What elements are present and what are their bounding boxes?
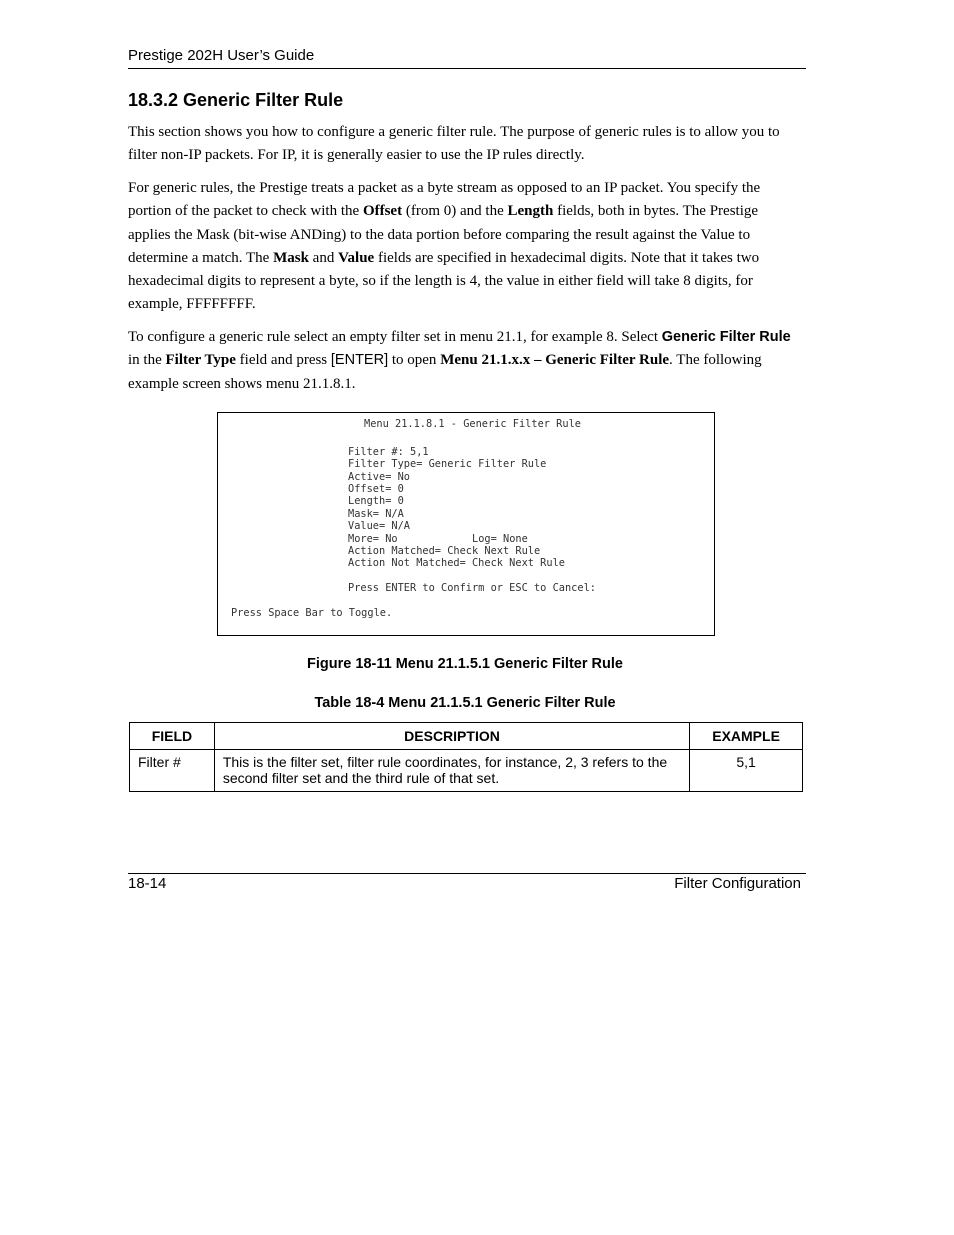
offset-term: Offset: [362, 203, 403, 220]
terminal-screen-figure: [217, 412, 715, 636]
screen-mask: Mask= N/A: [348, 508, 404, 520]
filter-type-term: Filter Type: [165, 352, 236, 369]
enter-key-term: [ENTER]: [330, 352, 389, 369]
screen-filter-type: Filter Type= Generic Filter Rule: [348, 458, 547, 470]
screen-action-not-matched: Action Not Matched= Check Next Rule: [348, 557, 565, 569]
generic-filter-rule-term: Generic Filter Rule: [661, 329, 791, 345]
paragraph-text: in the: [128, 352, 166, 369]
screen-confirm-prompt: Press ENTER to Confirm or ESC to Cancel:: [348, 582, 596, 594]
value-term: Value: [338, 249, 375, 266]
header-field: FIELD: [130, 723, 215, 750]
generic-rules-paragraph: [128, 177, 798, 317]
section-heading: 18.3.2 Generic Filter Rule: [128, 90, 344, 110]
paragraph-text: fields are specified in hexadecimal digits. Note that it takes two hexadecimal digits to represent a byte, so if the length is 4, the value in either field will take 8 digits, for example, FFFFFFFF.: [128, 249, 760, 313]
length-term: Length: [507, 203, 554, 220]
figure-caption: Figure 18-11 Menu 21.1.5.1 Generic Filter Rule: [307, 656, 623, 672]
paragraph-text: For generic rules, the Prestige treats a packet as a byte stream as opposed to an IP packet. You specify the portion of the packet to check with the: [128, 180, 761, 220]
field-description-table: [129, 722, 803, 792]
cell-description: This is the filter set, filter rule coordinates, for instance, 2, 3 refers to the second filter set and the third rule of that set.: [214, 750, 689, 792]
paragraph-text: To configure a generic rule select an empty filter set in menu 21.1, for example 8. Select: [128, 329, 662, 345]
screen-length: Length= 0: [348, 495, 404, 507]
header-divider: [128, 68, 806, 69]
paragraph-text: and: [308, 249, 339, 266]
paragraph-text: field and press: [235, 352, 331, 369]
screen-menu-title: Menu 21.1.8.1 - Generic Filter Rule: [364, 418, 581, 430]
screen-filter-number: Filter #: 5,1: [348, 446, 429, 458]
screen-more: More= No: [348, 533, 398, 545]
screen-action-matched: Action Matched= Check Next Rule: [348, 545, 541, 557]
header-example: EXAMPLE: [690, 723, 803, 750]
running-header-title: Prestige 202H User’s Guide: [128, 47, 315, 64]
screen-active: Active= No: [348, 471, 410, 483]
configure-paragraph: [128, 326, 798, 396]
cell-field: Filter #: [130, 750, 215, 792]
header-description: DESCRIPTION: [214, 723, 689, 750]
table-header-row: [130, 723, 803, 750]
paragraph-text: (from 0) and the: [402, 203, 508, 220]
paragraph-text: to open: [388, 352, 441, 369]
screen-offset: Offset= 0: [348, 483, 404, 495]
mask-term: Mask: [273, 249, 309, 266]
screen-log: Log= None: [472, 533, 528, 545]
footer-divider: [128, 873, 806, 874]
screen-value: Value= N/A: [348, 520, 410, 532]
paragraph-text: fields, both in bytes. The Prestige applies the Mask (bit-wise ANDing) to the data portion before comparing the result against the Value to determine a match. The: [128, 203, 759, 266]
table-caption: Table 18-4 Menu 21.1.5.1 Generic Filter Rule: [314, 695, 616, 711]
screen-toggle-hint: Press Space Bar to Toggle.: [231, 607, 393, 619]
footer-chapter-title: Filter Configuration: [674, 875, 801, 892]
footer-page-number: 18-14: [128, 875, 167, 892]
paragraph-text: . The following example screen shows menu 21.1.8.1.: [128, 352, 762, 392]
table-row: [130, 750, 803, 792]
intro-paragraph: This section shows you how to configure a generic filter rule. The purpose of generic rules is to allow you to filter non-IP packets. For IP, it is generally easier to use the IP rules directly.: [128, 124, 780, 164]
cell-example: 5,1: [690, 750, 803, 792]
menu-reference-term: Menu 21.1.x.x – Generic Filter Rule: [440, 352, 670, 369]
